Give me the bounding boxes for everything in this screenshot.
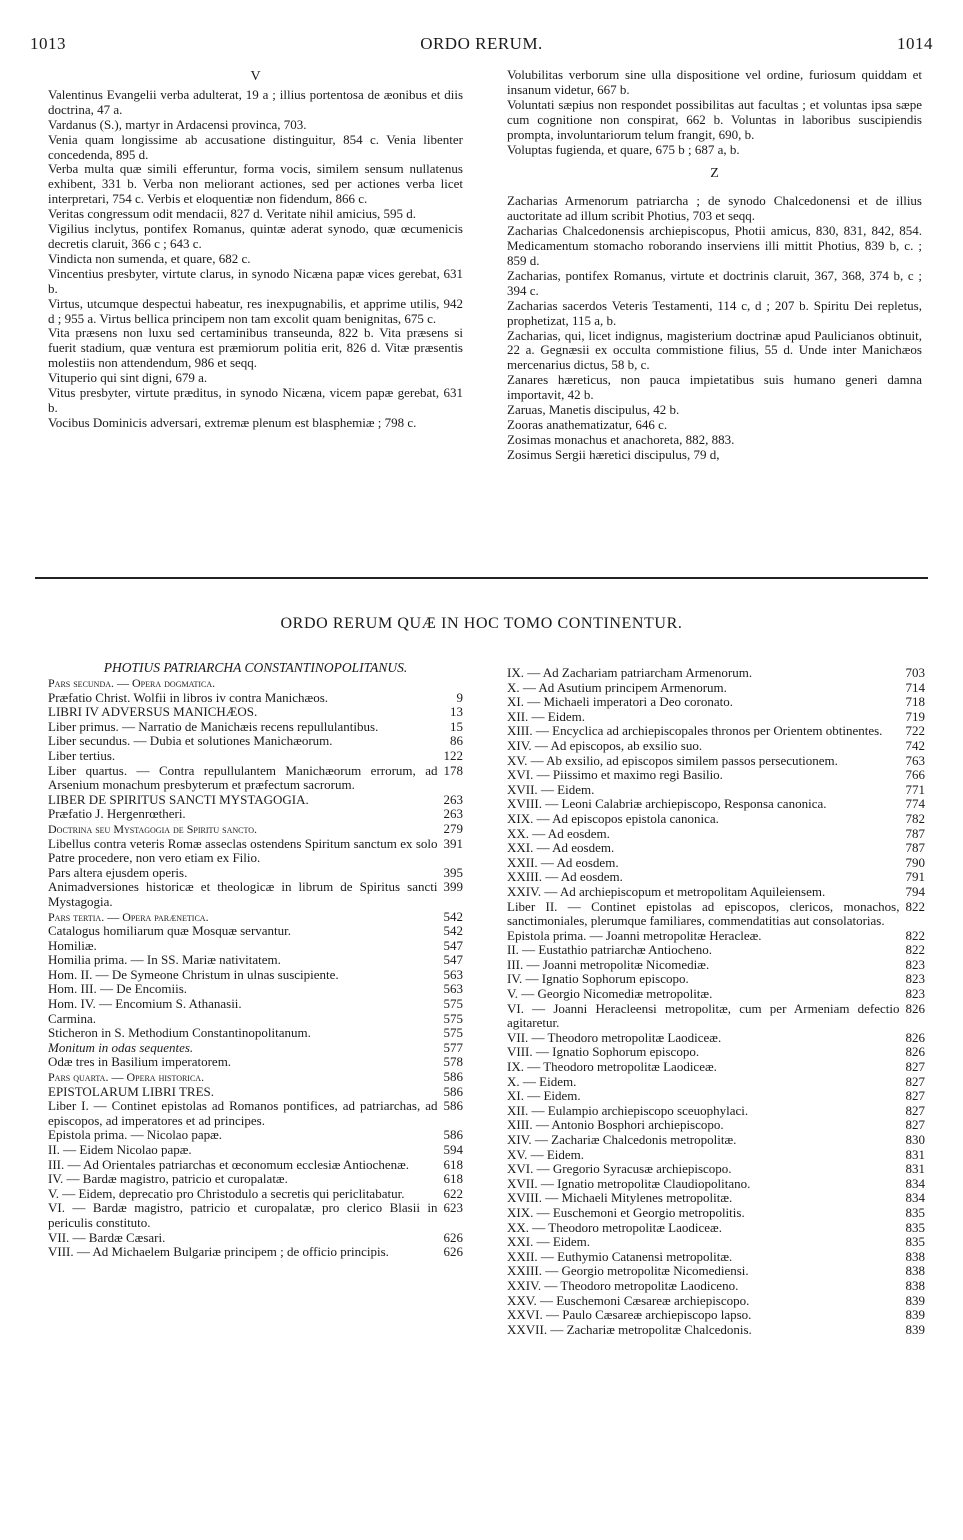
page-number-left: 1013 [30, 34, 66, 53]
contents-item-page: 626 [443, 1229, 463, 1245]
index-entry: Zaruas, Manetis discipulus, 42 b. [507, 402, 680, 418]
contents-item-page: 13 [450, 704, 463, 720]
contents-item [507, 812, 925, 827]
contents-item [507, 1177, 925, 1192]
contents-item-title: Pars tertia. — Opera parænetica. [48, 909, 209, 924]
contents-item-title: Catalogus homiliarum quæ Mosquæ servantur. [48, 923, 292, 939]
index-entry: Valentinus Evangelii verba adulterat, 19 a ; illius portentosa de æonibus et diis doctrina, 47 a. [48, 86, 463, 117]
contents-item-page: 838 [905, 1277, 925, 1293]
contents-item-title: XI. — Michaeli imperatori a Deo coronato. [507, 694, 733, 710]
contents-item [48, 822, 463, 837]
contents-item-title: XVI. — Piissimo et maximo regi Basilio. [507, 767, 723, 783]
contents-item-page: 774 [905, 796, 925, 812]
contents-item-title: XIII. — Antonio Bosphori archiepiscopo. [507, 1117, 724, 1133]
contents-item-page: 542 [443, 908, 463, 924]
contents-item [507, 681, 925, 696]
contents-item [507, 1206, 925, 1221]
index-entry: Zacharias, qui, licet indignus, magisterium doctrinæ apud Paulicianos obtinuit, 22 a. Gegnæsii ex occulta commistione filius, 55 d. Unde inter Manichæos mercenarius dictus, 58 b, c. [507, 327, 922, 373]
contents-item-title: XXV. — Euschemoni Cæsareæ archiepiscopo. [507, 1292, 750, 1308]
contents-item-page: 586 [443, 1069, 463, 1085]
contents-item [48, 968, 463, 983]
contents-item-title: XVIII. — Michaeli Mitylenes metropolitæ. [507, 1190, 733, 1206]
contents-item [507, 856, 925, 871]
page-number-right: 1014 [897, 34, 933, 53]
contents-item [507, 900, 925, 929]
contents-item [48, 1172, 463, 1187]
contents-item-page: 586 [443, 1083, 463, 1099]
contents-item-page: 563 [443, 966, 463, 982]
contents-item-title: IV. — Bardæ magistro, patricio et curopalatæ. [48, 1171, 288, 1187]
contents-item [507, 1104, 925, 1119]
contents-item [48, 807, 463, 822]
contents-item-title: Liber secundus. — Dubia et solutiones Manichæorum. [48, 733, 333, 749]
index-entry: Zooras anathematizatur, 646 c. [507, 416, 668, 432]
contents-item [48, 924, 463, 939]
contents-item-title: Doctrina seu Mystagogia de Spiritu sancto. [48, 821, 258, 836]
contents-item-title: Pars altera ejusdem operis. [48, 864, 188, 880]
contents-item-page: 834 [905, 1190, 925, 1206]
contents-item-title: VII. — Bardæ Cæsari. [48, 1229, 166, 1245]
contents-item-page: 586 [443, 1098, 463, 1114]
contents-item-title: XV. — Eidem. [507, 1146, 585, 1162]
contents-item [48, 939, 463, 954]
contents-item-page: 575 [443, 996, 463, 1012]
contents-item-title: XXII. — Ad eosdem. [507, 854, 619, 870]
contents-item-page: 839 [905, 1307, 925, 1323]
index-letter-v: V [250, 69, 261, 84]
contents-item-title: V. — Georgio Nicomediæ metropolitæ. [507, 986, 713, 1002]
contents-item [48, 1187, 463, 1202]
contents-item [507, 739, 925, 754]
contents-item [507, 1089, 925, 1104]
contents-item-title: EPISTOLARUM LIBRI TRES. [48, 1083, 215, 1099]
contents-item [507, 1162, 925, 1177]
contents-item-page: 763 [905, 752, 925, 768]
contents-item-page: 827 [905, 1059, 925, 1075]
contents-item-title: VIII. — Ad Michaelem Bulgariæ principem ; de officio principis. [48, 1244, 389, 1260]
contents-item [507, 929, 925, 944]
contents-item [507, 1118, 925, 1133]
contents-item-page: 722 [905, 723, 925, 739]
contents-item-title: Pars secunda. — Opera dogmatica. [48, 676, 216, 690]
contents-item-page: 790 [905, 854, 925, 870]
index-entry: Virtus, utcumque despectui habeatur, res inexpugnabilis, et apprime utilis, 942 d ; 955 a. Virtus bellica principem non tam excolit quam benignitas, 675 c. [48, 295, 463, 326]
contents-item [507, 987, 925, 1002]
contents-item [507, 1250, 925, 1265]
contents-item [507, 666, 925, 681]
contents-item-page: 703 [905, 665, 925, 680]
contents-item-title: Sticheron in S. Methodium Constantinopolitanum. [48, 1025, 311, 1041]
contents-item-title: XII. — Eulampio archiepiscopo sceuophylaci. [507, 1102, 749, 1118]
contents-item-title: XIX. — Euschemoni et Georgio metropolitis. [507, 1204, 745, 1220]
contents-item-page: 827 [905, 1102, 925, 1118]
contents-item-title: VIII. — Ignatio Sophorum episcopo. [507, 1044, 700, 1060]
index-letter-z: Z [710, 166, 719, 182]
contents-item-title: XXI. — Ad eosdem. [507, 840, 615, 856]
contents-item-title: XXIII. — Ad eosdem. [507, 869, 623, 885]
contents-item-title: XIII. — Encyclica ad archiepiscopales thronos per Orientem obtinentes. [507, 723, 883, 739]
contents-item-title: IX. — Theodoro metropolitæ Laodiceæ. [507, 1059, 717, 1075]
contents-item-page: 835 [905, 1234, 925, 1250]
contents-item-title: Liber tertius. [48, 747, 116, 763]
contents-item-title: Epistola prima. — Joanni metropolitæ Heracleæ. [507, 927, 762, 943]
index-entry: Zacharias Armenorum patriarcha ; de synodo Chalcedonensi et de illius auctoritate ad illum scribit Photius, 703 et seqq. [507, 193, 922, 224]
index-entry: Voluptas fugienda, et quare, 675 b ; 687 a, b. [507, 141, 740, 157]
contents-item [48, 1026, 463, 1041]
contents-item-page: 766 [905, 767, 925, 783]
contents-item [48, 734, 463, 749]
index-entry: Voluntati sæpius non respondet possibilitas aut facultas ; et voluntas ipsa sæpe cum cognitione non conspirat, 662 b. Voluntas in laboribus suscipiendis prompta, involuntariorum telum frangit, 690, b. [507, 96, 922, 142]
contents-item-title: VI. — Bardæ magistro, patricio et curopalatæ, pro clerico Blasii in periculis constituto. [48, 1200, 438, 1230]
contents-item-page: 839 [905, 1292, 925, 1308]
contents-item-page: 782 [905, 810, 925, 826]
contents-item [48, 910, 463, 925]
contents-item [507, 1045, 925, 1060]
contents-item-page: 826 [905, 1044, 925, 1060]
index-entry: Verba multa quæ simili efferuntur, forma vocis, similem sensum nullatenus exhibent, 331 b. Verba non meliorant actiones, sed per actiones verba licet interpretari, 754 c. Verbis et eloquentiæ non fidendum, 866 c. [48, 161, 463, 207]
index-entry: Vigilius inclytus, pontifex Romanus, quintæ aderat synodo, quæ œcumenicis decretis claruit, 366 c ; 643 c. [48, 221, 463, 251]
index-entry: Vincentius presbyter, virtute clarus, in synodo Nicæna papæ vices gerebat, 631 b. [48, 265, 463, 296]
contents-item [48, 676, 463, 691]
index-entry: Venia quam longissime ab accusatione distinguitur, 854 c. Venia libenter concedenda, 895 d. [48, 131, 463, 162]
contents-item-page: 578 [443, 1054, 463, 1070]
contents-item [48, 1070, 463, 1085]
contents-item-title: III. — Joanni metropolitæ Nicomediæ. [507, 956, 710, 972]
contents-item [48, 1158, 463, 1173]
contents-item-page: 594 [443, 1142, 463, 1157]
contents-item [507, 1294, 925, 1309]
contents-item-title: IX. — Ad Zachariam patriarcham Armenorum. [507, 665, 753, 680]
contents-item-page: 626 [443, 1244, 463, 1260]
contents-item-title: Odæ tres in Basilium imperatorem. [48, 1054, 232, 1070]
contents-item-title: XX. — Ad eosdem. [507, 825, 610, 841]
index-column-left [48, 68, 463, 431]
contents-item [507, 1002, 925, 1031]
index-entry: Vita præsens non luxu sed certaminibus transeunda, 822 b. Vita præsens si fuerit stadium, quæ ventura est præmiorum politia erit, 826 d. Vitæ præsentis molestiis non attendendum, 986 et seqq. [48, 325, 463, 371]
contents-item-page: 178 [443, 762, 463, 778]
contents-item [507, 1235, 925, 1250]
index-entry: Volubilitas verborum sine ulla dispositione vel ordine, furiosum quiddam et insanum videtur, 667 b. [507, 67, 922, 97]
contents-item [48, 1055, 463, 1070]
contents-item-page: 395 [443, 864, 463, 880]
contents-item-title: Hom. IV. — Encomium S. Athanasii. [48, 996, 242, 1012]
contents-item [507, 783, 925, 798]
contents-item [48, 749, 463, 764]
index-entry: Zosimas monachus et anachoreta, 882, 883. [507, 431, 735, 447]
contents-item-title: II. — Eustathio patriarchæ Antiocheno. [507, 942, 713, 958]
contents-item-title: Libellus contra veteris Romæ asseclas ostendens Spiritum sanctum ex solo Patre procedere, non vero etiam ex Filio. [48, 835, 438, 866]
contents-item-page: 771 [905, 781, 925, 797]
contents-heading: PHOTIUS PATRIARCHA CONSTANTINOPOLITANUS. [103, 660, 408, 675]
index-entry: Zacharias sacerdos Veteris Testamenti, 114 c, d ; 207 b. Spiritu Dei repletus, prophetizat, 115 a, b. [507, 297, 922, 328]
contents-item-page: 577 [443, 1039, 463, 1055]
contents-item-title: Animadversiones historicæ et theologicæ in librum de Spiritus sancti Mystagogia. [48, 879, 438, 909]
contents-item-page: 563 [443, 981, 463, 997]
contents-item-page: 822 [905, 927, 925, 943]
contents-item-title: Liber primus. — Narratio de Manichæis recens repullulantibus. [48, 718, 379, 734]
contents-item [48, 705, 463, 720]
contents-item [48, 982, 463, 997]
contents-item-page: 263 [443, 806, 463, 822]
contents-item [507, 1060, 925, 1075]
index-entry: Zosimus Sergii hæretici discipulus, 79 d, [507, 446, 720, 462]
index-entry: Zanares hæreticus, non pauca impietatibus suis humano generi damna importavit, 42 b. [507, 372, 922, 403]
contents-item-title: X. — Eidem. [507, 1073, 577, 1089]
contents-item-page: 823 [905, 971, 925, 987]
contents-item-page: 742 [905, 737, 925, 753]
contents-item-page: 839 [905, 1321, 925, 1337]
contents-item [507, 885, 925, 900]
contents-item-page: 718 [905, 694, 925, 710]
contents-item [48, 691, 463, 706]
contents-item-page: 618 [443, 1156, 463, 1172]
contents-item-page: 838 [905, 1263, 925, 1279]
contents-item-page: 586 [443, 1127, 463, 1143]
contents-item [48, 764, 463, 793]
contents-item-page: 787 [905, 825, 925, 841]
contents-item-title: IV. — Ignatio Sophorum episcopo. [507, 971, 689, 987]
contents-item [48, 997, 463, 1012]
contents-item-page: 714 [905, 679, 925, 695]
contents-item [507, 1308, 925, 1323]
contents-item-page: 618 [443, 1171, 463, 1187]
contents-item-title: LIBRI IV ADVERSUS MANICHÆOS. [48, 704, 258, 720]
contents-item [507, 1221, 925, 1236]
contents-item-page: 835 [905, 1219, 925, 1235]
contents-item-page: 15 [450, 718, 463, 734]
contents-item [48, 1041, 463, 1056]
contents-item-title: XI. — Eidem. [507, 1088, 581, 1104]
contents-item [507, 1264, 925, 1279]
contents-item-page: 826 [905, 1029, 925, 1045]
contents-item-page: 279 [443, 820, 463, 836]
index-entry: Vituperio qui sint digni, 679 a. [48, 370, 208, 386]
contents-item-page: 719 [905, 708, 925, 724]
contents-item [48, 1143, 463, 1158]
contents-item-title: Hom. II. — De Symeone Christum in ulnas suscipiente. [48, 966, 339, 982]
contents-title: ORDO RERUM QUÆ IN HOC TOMO CONTINENTUR. [280, 615, 683, 632]
contents-item [507, 958, 925, 973]
contents-item-title: III. — Ad Orientales patriarchas et œconomum ecclesiæ Antiochenæ. [48, 1156, 410, 1172]
contents-item-page: 575 [443, 1025, 463, 1041]
contents-item-page: 542 [443, 923, 463, 939]
contents-item-title: XX. — Theodoro metropolitæ Laodiceæ. [507, 1219, 722, 1235]
contents-item-title: V. — Eidem, deprecatio pro Christodulo a secretis qui periclitabatur. [48, 1185, 405, 1201]
page-header [30, 34, 933, 58]
contents-item-page: 263 [443, 791, 463, 807]
contents-item-page: 622 [443, 1185, 463, 1201]
contents-item [507, 797, 925, 812]
contents-item-page: 827 [905, 1088, 925, 1104]
contents-item-title: XXI. — Eidem. [507, 1234, 591, 1250]
contents-item [507, 1191, 925, 1206]
contents-item-title: XVII. — Ignatio metropolitæ Claudiopolitano. [507, 1175, 751, 1191]
contents-item-page: 9 [456, 689, 463, 705]
index-entry: Vocibus Dominicis adversari, extremæ plenum est blasphemiæ ; 798 c. [48, 414, 417, 430]
contents-item [507, 1148, 925, 1163]
contents-item [507, 754, 925, 769]
contents-item-page: 834 [905, 1175, 925, 1191]
contents-item-title: XII. — Eidem. [507, 708, 585, 724]
contents-item-title: Homiliæ. [48, 937, 97, 953]
contents-item-title: XXII. — Euthymio Catanensi metropolitæ. [507, 1248, 733, 1264]
contents-item-page: 830 [905, 1132, 925, 1147]
contents-item [48, 1231, 463, 1246]
contents-item-title: XVI. — Gregorio Syracusæ archiepiscopo. [507, 1161, 732, 1177]
running-title: ORDO RERUM. [420, 34, 543, 53]
contents-item [48, 1085, 463, 1100]
contents-item [507, 724, 925, 739]
contents-item [48, 1099, 463, 1128]
contents-item-title: X. — Ad Asutium principem Armenorum. [507, 679, 727, 695]
contents-item [507, 943, 925, 958]
contents-item [507, 1075, 925, 1090]
contents-item-page: 831 [905, 1146, 925, 1162]
contents-item [507, 1279, 925, 1294]
contents-item-title: XXIII. — Georgio metropolitæ Nicomediensi. [507, 1263, 749, 1279]
contents-item-title: XIV. — Zachariæ Chalcedonis metropolitæ. [507, 1132, 737, 1147]
contents-item [507, 972, 925, 987]
contents-item [48, 953, 463, 968]
contents-item-title: XXIV. — Theodoro metropolitæ Laodiceno. [507, 1277, 739, 1293]
contents-item-page: 831 [905, 1161, 925, 1177]
index-entry: Zacharias, pontifex Romanus, virtute et doctrinis claruit, 367, 368, 374 b, c ; 394 c. [507, 267, 922, 298]
contents-item-page: 822 [905, 898, 925, 914]
contents-item-title: LIBER DE SPIRITUS SANCTI MYSTAGOGIA. [48, 791, 309, 807]
index-entry: Zacharias Chalcedonensis archiepiscopus, Photii amicus, 830, 831, 842, 854. Medicamentum stomacho roborando inserviens illi mittit Photius, 839 b, c. ; 859 d. [507, 223, 922, 268]
contents-item [48, 720, 463, 735]
contents-item-title: XXVII. — Zachariæ metropolitæ Chalcedonis. [507, 1321, 752, 1337]
contents-item-title: Pars quarta. — Opera historica. [48, 1070, 205, 1085]
contents-item [507, 827, 925, 842]
contents-item-title: XV. — Ab exsilio, ad episcopos similem passos persecutionem. [507, 752, 838, 768]
contents-column-left [48, 660, 463, 1260]
contents-item-page: 623 [443, 1200, 463, 1216]
contents-item-page: 791 [905, 869, 925, 885]
contents-item-title: Hom. III. — De Encomiis. [48, 981, 188, 997]
contents-item [48, 866, 463, 881]
contents-item-title: Liber II. — Continet epistolas ad episcopos, clericos, monachos, sanctimoniales, plerumque familiares, commendatitias aut consolatorias. [507, 898, 900, 929]
contents-item-page: 826 [905, 1000, 925, 1016]
index-entry: Vardanus (S.), martyr in Ardacensi provinca, 703. [48, 116, 307, 132]
contents-item [507, 768, 925, 783]
contents-item-page: 575 [443, 1010, 463, 1026]
contents-item-title: XIV. — Ad episcopos, ab exsilio suo. [507, 737, 703, 753]
contents-column-right [507, 666, 925, 1337]
contents-item-page: 794 [905, 883, 925, 899]
contents-item-title: XXIV. — Ad archiepiscopum et metropolitam Aquileiensem. [507, 883, 826, 899]
contents-item [48, 793, 463, 808]
contents-item-title: Epistola prima. — Nicolao papæ. [48, 1127, 223, 1143]
contents-item [507, 1323, 925, 1338]
contents-item [507, 695, 925, 710]
contents-item-page: 122 [443, 747, 463, 763]
contents-item-title: XXVI. — Paulo Cæsareæ archiepiscopo lapso. [507, 1307, 752, 1323]
index-column-right [507, 68, 922, 463]
contents-item-page: 547 [443, 937, 463, 953]
contents-item-page: 823 [905, 986, 925, 1002]
contents-item [507, 841, 925, 856]
contents-item [48, 1128, 463, 1143]
contents-item [48, 1245, 463, 1260]
contents-item-page: 399 [443, 879, 463, 895]
section-divider [35, 577, 928, 579]
contents-item [48, 880, 463, 909]
contents-item [507, 710, 925, 725]
index-entry: Veritas congressum odit mendacii, 827 d. Veritate nihil amicius, 595 d. [48, 206, 417, 222]
contents-item-title: Liber quartus. — Contra repullulantem Manichæorum errorum, ad Arsenium monachum presbyterum et præfectum sacrorum. [48, 762, 438, 793]
contents-item-title: Liber I. — Continet epistolas ad Romanos pontifices, ad patriarchas, ad episcopos, ad imperatores et ad principes. [48, 1098, 438, 1128]
contents-item [48, 837, 463, 866]
contents-item-page: 391 [443, 835, 463, 851]
index-entry: Vindicta non sumenda, et quare, 682 c. [48, 250, 251, 266]
contents-item-page: 827 [905, 1117, 925, 1133]
contents-item [48, 1012, 463, 1027]
contents-item [48, 1201, 463, 1230]
contents-item-title: VI. — Joanni Heracleensi metropolitæ, cum per Armeniam defectio agitaretur. [507, 1000, 900, 1031]
contents-item [507, 1133, 925, 1148]
contents-item-title: Præfatio J. Hergenrœtheri. [48, 806, 186, 822]
contents-item-title: XVII. — Eidem. [507, 781, 595, 797]
contents-item-page: 787 [905, 840, 925, 856]
contents-item-page: 838 [905, 1248, 925, 1264]
contents-item-page: 547 [443, 952, 463, 968]
contents-item-title: II. — Eidem Nicolao papæ. [48, 1142, 192, 1157]
index-entry: Vitus presbyter, virtute præditus, in synodo Nicæna, vicem papæ gerebat, 631 b. [48, 385, 463, 415]
contents-item-title: XVIII. — Leoni Calabriæ archiepiscopo, Responsa canonica. [507, 796, 827, 812]
contents-item-page: 822 [905, 942, 925, 958]
contents-item-title: Homilia prima. — In SS. Mariæ nativitatem. [48, 952, 281, 968]
contents-item-title: Carmina. [48, 1010, 97, 1026]
contents-item [507, 870, 925, 885]
contents-item-page: 86 [450, 733, 463, 749]
contents-item-title: XIX. — Ad episcopos epistola canonica. [507, 810, 719, 826]
contents-item-page: 823 [905, 956, 925, 972]
contents-item [507, 1031, 925, 1046]
contents-item-page: 827 [905, 1073, 925, 1089]
contents-item-title: VII. — Theodoro metropolitæ Laodiceæ. [507, 1029, 722, 1045]
contents-item-title: Præfatio Christ. Wolfii in libros iv contra Manichæos. [48, 689, 329, 705]
contents-item-page: 835 [905, 1204, 925, 1220]
contents-item-title: Monitum in odas sequentes. [48, 1039, 194, 1055]
